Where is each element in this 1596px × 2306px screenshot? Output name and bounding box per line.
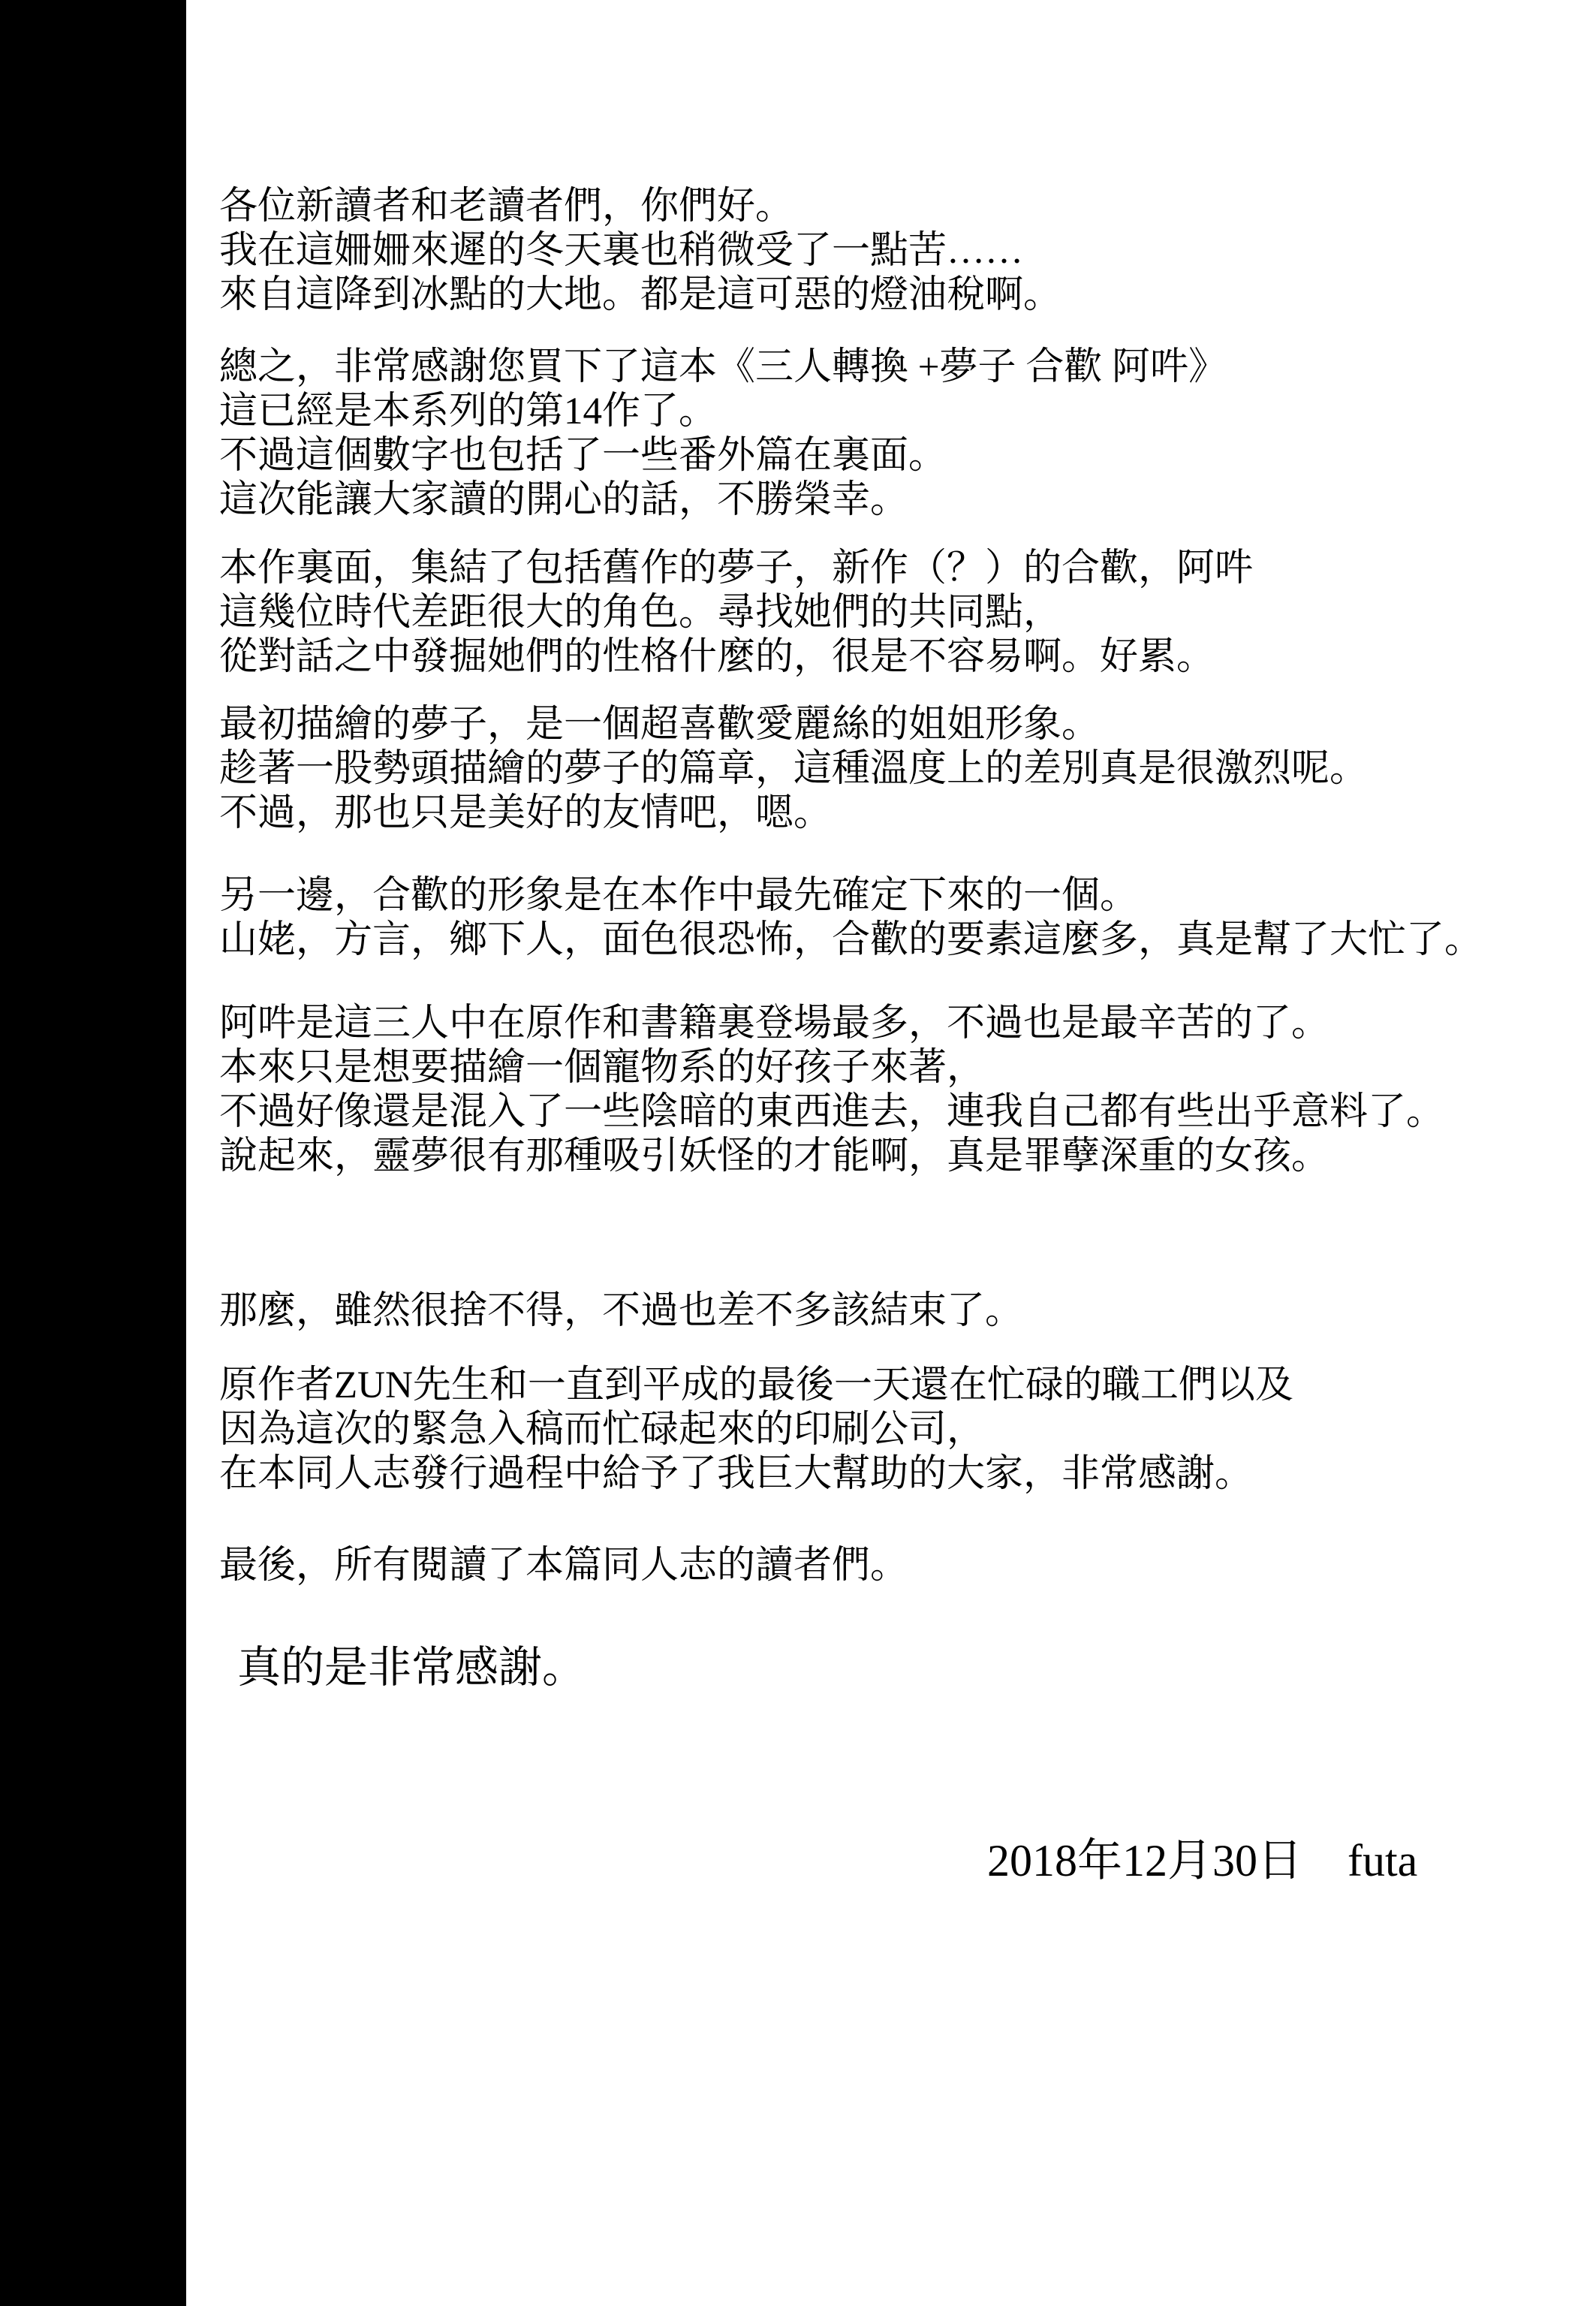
- text-line: 本來只是想要描繪一個寵物系的好孩子來著，: [219, 1047, 986, 1089]
- paragraph-acknowledgements: [219, 1364, 1293, 1497]
- paragraph-greeting: [219, 185, 1061, 318]
- text-line: 原作者ZUN先生和一直到平成的最後一天還在忙碌的職工們以及: [219, 1364, 1293, 1406]
- paragraph-readers: [219, 1544, 908, 1588]
- paragraph-characters: [219, 547, 1253, 680]
- text-line: 各位新讀者和老讀者們，你們好。: [219, 185, 794, 228]
- paragraph-nemuno: [219, 874, 1483, 963]
- closing-thanks-line: 真的是非常感謝。: [237, 1643, 586, 1692]
- text-line: 趁著一股勢頭描繪的夢子的篇章，這種溫度上的差別真是很激烈呢。: [219, 748, 1369, 790]
- text-line: 本作裏面，集結了包括舊作的夢子，新作（？）的合歡，阿吽: [219, 547, 1254, 589]
- text-line: 我在這姍姍來遲的冬天裏也稍微受了一點苦……: [219, 230, 1024, 272]
- text-line: 不過這個數字也包括了一些番外篇在裏面。: [219, 435, 947, 477]
- paragraph-wrap-up: [219, 1289, 1023, 1334]
- text-line: 這次能讓大家讀的開心的話，不勝榮幸。: [219, 479, 909, 521]
- text-line: 總之，非常感謝您買下了這本《三人轉換 +夢子 合歡 阿吽》: [219, 346, 1227, 388]
- text-line: 山姥，方言，鄉下人，面色很恐怖，合歡的要素這麼多，真是幫了大忙了。: [219, 919, 1483, 961]
- paragraph-thanks-purchase: [219, 345, 1227, 523]
- text-line: 從對話之中發掘她們的性格什麼的，很是不容易啊。好累。: [219, 636, 1215, 678]
- text-line: 這幾位時代差距很大的角色。尋找她們的共同點，: [219, 592, 1062, 634]
- text-line: 在本同人志發行過程中給予了我巨大幫助的大家，非常感謝。: [219, 1453, 1254, 1495]
- text-line: 來自這降到冰點的大地。都是這可惡的燈油稅啊。: [219, 274, 1062, 316]
- date-signature-line: 2018年12月30日 futa: [987, 1836, 1418, 1885]
- paragraph-yumeko: [219, 703, 1368, 836]
- text-line: 最後，所有閱讀了本篇同人志的讀者們。: [219, 1545, 909, 1587]
- paragraph-aunn: [219, 1002, 1444, 1179]
- text-line: 阿吽是這三人中在原作和書籍裏登場最多，不過也是最辛苦的了。: [219, 1002, 1330, 1044]
- text-line: 因為這次的緊急入稿而忙碌起來的印刷公司，: [219, 1409, 986, 1451]
- text-line: 另一邊，合歡的形象是在本作中最先確定下來的一個。: [219, 875, 1139, 917]
- text-line: 不過好像還是混入了一些陰暗的東西進去，連我自己都有些出乎意料了。: [219, 1091, 1445, 1133]
- text-line: 說起來，靈夢很有那種吸引妖怪的才能啊，真是罪孽深重的女孩。: [219, 1135, 1330, 1177]
- text-line: 這已經是本系列的第14作了。: [219, 390, 718, 433]
- text-line: 不過，那也只是美好的友情吧，嗯。: [219, 792, 833, 834]
- text-line: 那麼，雖然很捨不得，不過也差不多該結束了。: [219, 1290, 1024, 1332]
- text-line: 最初描繪的夢子，是一個超喜歡愛麗絲的姐姐形象。: [219, 704, 1101, 746]
